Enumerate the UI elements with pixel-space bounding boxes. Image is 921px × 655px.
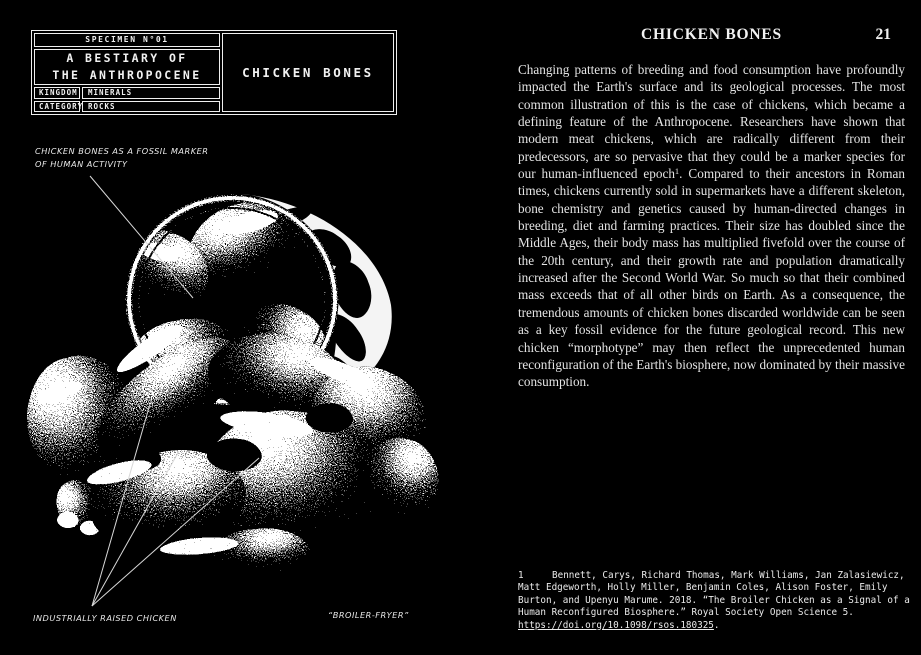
annotation-industrially-raised: INDUSTRIALLY RAISED CHICKEN <box>33 613 177 623</box>
footnote-text: Bennett, Carys, Richard Thomas, Mark Williams, Jan Zalasiewicz, Matt Edgeworth, Holly Miller, Benjamin Coles, Alison Foster, Emily Burton, and Upenyu Marume. 2018. “The Broiler Chicken as a Signal of a Human Reconfigured Biosphere.” Royal Society Open Science 5. <box>518 570 910 619</box>
annotation-broiler-fryer: “BROILER-FRYER” <box>328 610 409 620</box>
footnote <box>518 570 911 632</box>
footnote-doi-link[interactable]: https://doi.org/10.1098/rsos.180325 <box>518 619 714 631</box>
specimen-card-right-column <box>222 33 394 112</box>
category-value: ROCKS <box>82 101 220 113</box>
page-number: 21 <box>875 26 891 43</box>
stipple-group <box>12 188 447 579</box>
footnote-reference: 1 <box>674 166 680 177</box>
kingdom-label: KINGDOM <box>34 87 80 99</box>
category-label: CATEGORY <box>34 101 80 113</box>
annotation-fossil-marker-line1: CHICKEN BONES AS A FOSSIL MARKER <box>35 146 209 156</box>
specimen-card <box>31 30 397 115</box>
specimen-name: CHICKEN BONES <box>222 33 394 112</box>
series-title-line1: A BESTIARY OF <box>66 50 188 65</box>
specimen-number: SPECIMEN N°01 <box>34 33 220 47</box>
kingdom-value: MINERALS <box>82 87 220 99</box>
right-page-header <box>518 26 905 46</box>
series-title-line2: THE ANTHROPOCENE <box>52 67 202 82</box>
footnote-suffix: . <box>713 619 720 631</box>
field-row-kingdom <box>34 87 220 99</box>
footnote-marker: 1 <box>518 570 524 581</box>
body-text-after-footnote: . Compared to their ancestors in Roman times, chickens currently sold in supermarkets have a different skeleton, bone chemistry and genetics caused by human-directed changes in breeding, diet and farming practices. Their size has doubled since the Middle Ages, their body mass has multiplied fivefold over the course of the 20th century, and their growth rate and population dramatically increased after the Second World War. So much so that their combined mass exceeds that of all other birds on Earth. As a consequence, the tremendous amounts of chicken bones discarded worldwide can be seen as a key fossil evidence for the future geological record. This new chicken “morphotype” may then reflect the unprecedented human reconfiguration of the Earth's biosphere, now dominated by their massive consumption. <box>518 166 905 390</box>
specimen-card-left-column <box>34 33 220 112</box>
body-paragraph <box>518 61 905 391</box>
running-head-title: CHICKEN BONES <box>641 26 782 43</box>
series-title <box>34 49 220 86</box>
field-row-category <box>34 101 220 113</box>
chicken-bucket-illustration <box>0 130 460 642</box>
body-text-before-footnote: Changing patterns of breeding and food consumption have profoundly impacted the Earth's surface and its geological processes. The most common illustration of this is the case of chickens, which became a defining feature of the Anthropocene. Researchers have shown that modern meat chickens, which are radically different from their predecessors, are so pervasive that they could be a marker species for our human-influenced epoch <box>518 62 905 182</box>
annotation-fossil-marker-line2: OF HUMAN ACTIVITY <box>35 158 128 169</box>
